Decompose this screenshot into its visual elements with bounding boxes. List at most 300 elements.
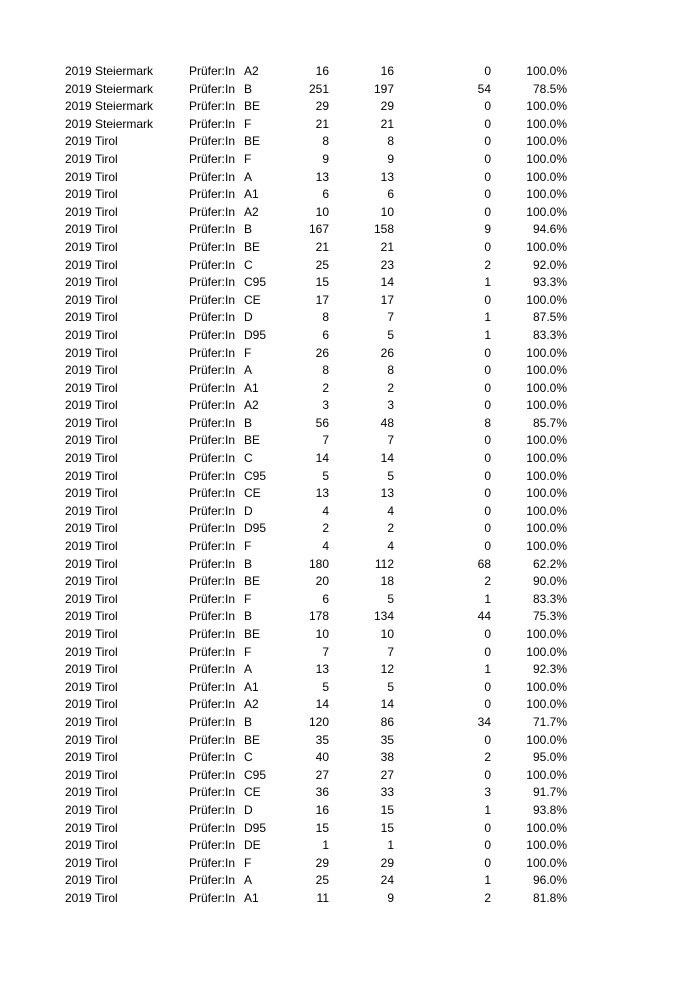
cell-license-class: DE bbox=[244, 838, 261, 853]
cell-year-region: 2019 Tirol bbox=[65, 310, 118, 325]
cell-total: 5 bbox=[322, 468, 329, 483]
table-row bbox=[0, 644, 700, 662]
cell-passed: 35 bbox=[380, 732, 394, 747]
cell-passed: 8 bbox=[387, 134, 394, 149]
cell-passed: 29 bbox=[380, 855, 394, 870]
cell-passed: 9 bbox=[387, 890, 394, 905]
table-row bbox=[0, 556, 700, 574]
cell-total: 14 bbox=[315, 451, 329, 466]
cell-failed: 1 bbox=[484, 873, 491, 888]
cell-failed: 0 bbox=[484, 134, 491, 149]
cell-year-region: 2019 Tirol bbox=[65, 204, 118, 219]
cell-year-region: 2019 Tirol bbox=[65, 785, 118, 800]
cell-failed: 2 bbox=[484, 890, 491, 905]
cell-year-region: 2019 Tirol bbox=[65, 820, 118, 835]
cell-passed: 14 bbox=[380, 451, 394, 466]
cell-license-class: B bbox=[244, 714, 253, 729]
cell-year-region: 2019 Tirol bbox=[65, 556, 118, 571]
cell-total: 3 bbox=[322, 398, 329, 413]
cell-license-class: C95 bbox=[244, 767, 267, 782]
cell-year-region: 2019 Tirol bbox=[65, 151, 118, 166]
cell-pass-rate: 100.0% bbox=[526, 732, 567, 747]
cell-year-region: 2019 Tirol bbox=[65, 380, 118, 395]
cell-failed: 0 bbox=[484, 767, 491, 782]
cell-passed: 15 bbox=[380, 802, 394, 817]
table-row bbox=[0, 81, 700, 99]
cell-license-class: A bbox=[244, 363, 253, 378]
cell-role: Prüfer:In bbox=[189, 64, 236, 78]
cell-passed: 2 bbox=[387, 521, 394, 536]
cell-passed: 48 bbox=[380, 415, 394, 430]
cell-license-class: F bbox=[244, 345, 252, 360]
table-row bbox=[0, 503, 700, 521]
cell-license-class: C95 bbox=[244, 468, 267, 483]
cell-total: 20 bbox=[315, 574, 329, 589]
cell-pass-rate: 100.0% bbox=[526, 627, 567, 641]
cell-license-class: F bbox=[244, 539, 252, 554]
cell-passed: 8 bbox=[387, 363, 394, 378]
cell-total: 25 bbox=[315, 873, 329, 888]
cell-role: Prüfer:In bbox=[189, 310, 236, 325]
cell-license-class: B bbox=[244, 222, 253, 237]
cell-year-region: 2019 Tirol bbox=[65, 838, 118, 853]
table-row bbox=[0, 362, 700, 380]
cell-license-class: C bbox=[244, 750, 253, 765]
cell-role: Prüfer:In bbox=[189, 116, 236, 131]
cell-total: 8 bbox=[322, 310, 329, 325]
table-row bbox=[0, 767, 700, 785]
cell-pass-rate: 92.0% bbox=[532, 257, 567, 272]
cell-failed: 0 bbox=[484, 732, 491, 747]
cell-pass-rate: 94.6% bbox=[532, 222, 567, 237]
cell-pass-rate: 100.0% bbox=[526, 486, 567, 501]
cell-role: Prüfer:In bbox=[189, 398, 236, 413]
cell-failed: 0 bbox=[484, 99, 491, 114]
cell-year-region: 2019 Tirol bbox=[65, 627, 118, 641]
cell-passed: 38 bbox=[380, 750, 394, 765]
table-row bbox=[0, 274, 700, 292]
cell-license-class: BE bbox=[244, 134, 261, 149]
cell-year-region: 2019 Tirol bbox=[65, 433, 118, 448]
cell-license-class: D95 bbox=[244, 327, 267, 342]
cell-total: 35 bbox=[315, 732, 329, 747]
cell-license-class: BE bbox=[244, 99, 261, 114]
cell-role: Prüfer:In bbox=[189, 890, 236, 905]
cell-total: 251 bbox=[308, 81, 329, 96]
cell-passed: 21 bbox=[380, 239, 394, 254]
cell-year-region: 2019 Tirol bbox=[65, 521, 118, 536]
cell-passed: 21 bbox=[380, 116, 394, 131]
cell-pass-rate: 100.0% bbox=[526, 398, 567, 413]
cell-role: Prüfer:In bbox=[189, 503, 236, 518]
table-row bbox=[0, 292, 700, 310]
cell-failed: 1 bbox=[484, 275, 491, 290]
cell-role: Prüfer:In bbox=[189, 556, 236, 571]
cell-license-class: C bbox=[244, 257, 253, 272]
cell-role: Prüfer:In bbox=[189, 415, 236, 430]
table-row bbox=[0, 116, 700, 134]
cell-pass-rate: 91.7% bbox=[532, 785, 567, 800]
cell-total: 56 bbox=[315, 415, 329, 430]
cell-license-class: A bbox=[244, 169, 253, 184]
cell-pass-rate: 100.0% bbox=[526, 292, 567, 307]
cell-pass-rate: 83.3% bbox=[532, 327, 567, 342]
cell-failed: 0 bbox=[484, 855, 491, 870]
cell-role: Prüfer:In bbox=[189, 222, 236, 237]
table-row bbox=[0, 397, 700, 415]
cell-failed: 44 bbox=[477, 609, 491, 624]
cell-license-class: B bbox=[244, 609, 253, 624]
cell-role: Prüfer:In bbox=[189, 327, 236, 342]
cell-role: Prüfer:In bbox=[189, 820, 236, 835]
cell-license-class: F bbox=[244, 116, 252, 131]
cell-pass-rate: 62.2% bbox=[532, 556, 567, 571]
cell-total: 9 bbox=[322, 151, 329, 166]
table-row bbox=[0, 468, 700, 486]
cell-role: Prüfer:In bbox=[189, 855, 236, 870]
cell-pass-rate: 83.3% bbox=[532, 591, 567, 606]
cell-pass-rate: 100.0% bbox=[526, 644, 567, 659]
table-row bbox=[0, 345, 700, 363]
cell-license-class: D bbox=[244, 802, 253, 817]
cell-pass-rate: 85.7% bbox=[532, 415, 567, 430]
table-row bbox=[0, 837, 700, 855]
cell-failed: 0 bbox=[484, 539, 491, 554]
cell-pass-rate: 100.0% bbox=[526, 363, 567, 378]
table-row bbox=[0, 432, 700, 450]
cell-role: Prüfer:In bbox=[189, 873, 236, 888]
cell-year-region: 2019 Tirol bbox=[65, 873, 118, 888]
cell-failed: 0 bbox=[484, 64, 491, 78]
cell-year-region: 2019 Steiermark bbox=[65, 116, 154, 131]
cell-role: Prüfer:In bbox=[189, 451, 236, 466]
cell-total: 4 bbox=[322, 503, 329, 518]
table-row bbox=[0, 890, 700, 908]
cell-year-region: 2019 Steiermark bbox=[65, 81, 154, 96]
cell-pass-rate: 78.5% bbox=[532, 81, 567, 96]
cell-failed: 1 bbox=[484, 662, 491, 677]
cell-license-class: F bbox=[244, 151, 252, 166]
table-row bbox=[0, 415, 700, 433]
cell-pass-rate: 93.3% bbox=[532, 275, 567, 290]
cell-total: 17 bbox=[315, 292, 329, 307]
cell-pass-rate: 100.0% bbox=[526, 187, 567, 202]
table-row bbox=[0, 257, 700, 275]
cell-total: 167 bbox=[308, 222, 329, 237]
cell-failed: 0 bbox=[484, 116, 491, 131]
cell-pass-rate: 100.0% bbox=[526, 380, 567, 395]
cell-failed: 0 bbox=[484, 345, 491, 360]
cell-total: 25 bbox=[315, 257, 329, 272]
table-row bbox=[0, 696, 700, 714]
cell-total: 180 bbox=[308, 556, 329, 571]
cell-year-region: 2019 Tirol bbox=[65, 415, 118, 430]
cell-role: Prüfer:In bbox=[189, 591, 236, 606]
cell-passed: 112 bbox=[374, 556, 394, 571]
cell-failed: 0 bbox=[484, 380, 491, 395]
cell-passed: 3 bbox=[387, 398, 394, 413]
cell-year-region: 2019 Tirol bbox=[65, 855, 118, 870]
cell-failed: 1 bbox=[484, 591, 491, 606]
cell-total: 11 bbox=[316, 890, 329, 905]
cell-failed: 0 bbox=[484, 187, 491, 202]
cell-passed: 16 bbox=[380, 64, 394, 78]
cell-passed: 86 bbox=[380, 714, 394, 729]
cell-year-region: 2019 Tirol bbox=[65, 327, 118, 342]
cell-total: 120 bbox=[308, 714, 329, 729]
cell-role: Prüfer:In bbox=[189, 767, 236, 782]
cell-role: Prüfer:In bbox=[189, 292, 236, 307]
cell-year-region: 2019 Tirol bbox=[65, 398, 118, 413]
cell-year-region: 2019 Tirol bbox=[65, 890, 118, 905]
cell-passed: 10 bbox=[380, 627, 394, 641]
cell-role: Prüfer:In bbox=[189, 433, 236, 448]
cell-license-class: A1 bbox=[244, 380, 259, 395]
table-row bbox=[0, 855, 700, 873]
cell-license-class: D95 bbox=[244, 521, 267, 536]
cell-total: 6 bbox=[322, 591, 329, 606]
cell-passed: 5 bbox=[387, 327, 394, 342]
cell-license-class: A2 bbox=[244, 398, 259, 413]
cell-passed: 14 bbox=[380, 697, 394, 712]
cell-role: Prüfer:In bbox=[189, 644, 236, 659]
table-row bbox=[0, 749, 700, 767]
cell-license-class: BE bbox=[244, 627, 261, 641]
cell-license-class: A bbox=[244, 873, 253, 888]
cell-year-region: 2019 Tirol bbox=[65, 169, 118, 184]
cell-passed: 26 bbox=[380, 345, 394, 360]
cell-total: 178 bbox=[308, 609, 329, 624]
cell-year-region: 2019 Tirol bbox=[65, 451, 118, 466]
cell-passed: 14 bbox=[380, 275, 394, 290]
cell-license-class: B bbox=[244, 556, 253, 571]
cell-failed: 0 bbox=[484, 679, 491, 694]
table-row bbox=[0, 221, 700, 239]
cell-failed: 0 bbox=[484, 838, 491, 853]
cell-year-region: 2019 Tirol bbox=[65, 363, 118, 378]
cell-passed: 12 bbox=[380, 662, 394, 677]
cell-total: 13 bbox=[315, 486, 329, 501]
cell-failed: 0 bbox=[484, 521, 491, 536]
cell-license-class: B bbox=[244, 81, 253, 96]
table-row bbox=[0, 626, 700, 644]
cell-total: 21 bbox=[315, 239, 329, 254]
cell-year-region: 2019 Tirol bbox=[65, 574, 118, 589]
cell-role: Prüfer:In bbox=[189, 838, 236, 853]
cell-year-region: 2019 Tirol bbox=[65, 662, 118, 677]
cell-year-region: 2019 Tirol bbox=[65, 275, 118, 290]
cell-total: 29 bbox=[315, 99, 329, 114]
cell-failed: 0 bbox=[484, 644, 491, 659]
cell-passed: 15 bbox=[380, 820, 394, 835]
cell-passed: 4 bbox=[387, 503, 394, 518]
cell-role: Prüfer:In bbox=[189, 151, 236, 166]
table-row bbox=[0, 63, 700, 81]
cell-pass-rate: 100.0% bbox=[526, 679, 567, 694]
cell-year-region: 2019 Tirol bbox=[65, 750, 118, 765]
cell-license-class: A2 bbox=[244, 204, 259, 219]
table-row bbox=[0, 591, 700, 609]
cell-passed: 29 bbox=[380, 99, 394, 114]
cell-license-class: D bbox=[244, 503, 253, 518]
cell-role: Prüfer:In bbox=[189, 802, 236, 817]
cell-license-class: CE bbox=[244, 486, 261, 501]
cell-pass-rate: 95.0% bbox=[532, 750, 567, 765]
cell-total: 29 bbox=[315, 855, 329, 870]
cell-total: 8 bbox=[322, 134, 329, 149]
cell-license-class: A1 bbox=[244, 890, 259, 905]
cell-year-region: 2019 Tirol bbox=[65, 468, 118, 483]
cell-failed: 0 bbox=[484, 169, 491, 184]
cell-role: Prüfer:In bbox=[189, 169, 236, 184]
cell-license-class: A2 bbox=[244, 697, 259, 712]
cell-passed: 134 bbox=[373, 609, 394, 624]
table-row bbox=[0, 538, 700, 556]
cell-pass-rate: 100.0% bbox=[526, 116, 567, 131]
cell-year-region: 2019 Tirol bbox=[65, 239, 118, 254]
cell-pass-rate: 100.0% bbox=[526, 503, 567, 518]
table-row bbox=[0, 520, 700, 538]
cell-failed: 0 bbox=[484, 398, 491, 413]
table-row bbox=[0, 186, 700, 204]
cell-passed: 24 bbox=[380, 873, 394, 888]
cell-pass-rate: 100.0% bbox=[526, 204, 567, 219]
cell-year-region: 2019 Tirol bbox=[65, 539, 118, 554]
cell-pass-rate: 93.8% bbox=[532, 802, 567, 817]
cell-total: 27 bbox=[315, 767, 329, 782]
cell-year-region: 2019 Tirol bbox=[65, 714, 118, 729]
cell-passed: 13 bbox=[380, 486, 394, 501]
data-table bbox=[0, 63, 700, 908]
cell-passed: 9 bbox=[387, 151, 394, 166]
cell-total: 4 bbox=[322, 539, 329, 554]
cell-passed: 13 bbox=[380, 169, 394, 184]
cell-passed: 5 bbox=[387, 468, 394, 483]
cell-role: Prüfer:In bbox=[189, 697, 236, 712]
cell-failed: 0 bbox=[484, 627, 491, 641]
cell-pass-rate: 71.7% bbox=[532, 714, 567, 729]
cell-year-region: 2019 Tirol bbox=[65, 697, 118, 712]
cell-pass-rate: 90.0% bbox=[532, 574, 567, 589]
table-row bbox=[0, 204, 700, 222]
cell-total: 2 bbox=[322, 521, 329, 536]
table-row bbox=[0, 802, 700, 820]
cell-failed: 2 bbox=[484, 574, 491, 589]
table-row bbox=[0, 169, 700, 187]
cell-pass-rate: 100.0% bbox=[526, 767, 567, 782]
cell-failed: 1 bbox=[484, 802, 491, 817]
cell-total: 7 bbox=[322, 433, 329, 448]
cell-year-region: 2019 Tirol bbox=[65, 345, 118, 360]
cell-role: Prüfer:In bbox=[189, 363, 236, 378]
cell-failed: 54 bbox=[477, 81, 491, 96]
cell-license-class: A bbox=[244, 662, 253, 677]
cell-passed: 4 bbox=[387, 539, 394, 554]
cell-passed: 197 bbox=[373, 81, 394, 96]
table-row bbox=[0, 573, 700, 591]
table-row bbox=[0, 820, 700, 838]
cell-pass-rate: 100.0% bbox=[526, 468, 567, 483]
cell-year-region: 2019 Tirol bbox=[65, 292, 118, 307]
table-row bbox=[0, 661, 700, 679]
cell-year-region: 2019 Tirol bbox=[65, 222, 118, 237]
cell-failed: 0 bbox=[484, 363, 491, 378]
cell-license-class: CE bbox=[244, 785, 261, 800]
cell-total: 13 bbox=[315, 662, 329, 677]
cell-year-region: 2019 Tirol bbox=[65, 591, 118, 606]
cell-failed: 0 bbox=[484, 433, 491, 448]
cell-role: Prüfer:In bbox=[189, 204, 236, 219]
cell-pass-rate: 100.0% bbox=[526, 64, 567, 78]
cell-year-region: 2019 Tirol bbox=[65, 134, 118, 149]
cell-role: Prüfer:In bbox=[189, 187, 236, 202]
cell-pass-rate: 87.5% bbox=[532, 310, 567, 325]
cell-pass-rate: 100.0% bbox=[526, 451, 567, 466]
cell-year-region: 2019 Tirol bbox=[65, 644, 118, 659]
cell-total: 21 bbox=[315, 116, 329, 131]
cell-role: Prüfer:In bbox=[189, 714, 236, 729]
cell-role: Prüfer:In bbox=[189, 275, 236, 290]
cell-license-class: BE bbox=[244, 239, 261, 254]
cell-passed: 33 bbox=[380, 785, 394, 800]
cell-role: Prüfer:In bbox=[189, 732, 236, 747]
cell-passed: 5 bbox=[387, 679, 394, 694]
table-row bbox=[0, 450, 700, 468]
cell-total: 10 bbox=[315, 627, 329, 641]
cell-year-region: 2019 Tirol bbox=[65, 679, 118, 694]
cell-pass-rate: 81.8% bbox=[532, 890, 567, 905]
cell-total: 1 bbox=[322, 838, 329, 853]
cell-role: Prüfer:In bbox=[189, 609, 236, 624]
cell-role: Prüfer:In bbox=[189, 679, 236, 694]
cell-year-region: 2019 Tirol bbox=[65, 767, 118, 782]
cell-failed: 1 bbox=[484, 327, 491, 342]
cell-pass-rate: 100.0% bbox=[526, 345, 567, 360]
cell-passed: 7 bbox=[387, 310, 394, 325]
cell-year-region: 2019 Tirol bbox=[65, 257, 118, 272]
cell-failed: 0 bbox=[484, 451, 491, 466]
cell-passed: 6 bbox=[387, 187, 394, 202]
cell-total: 16 bbox=[315, 802, 329, 817]
cell-total: 26 bbox=[315, 345, 329, 360]
cell-role: Prüfer:In bbox=[189, 257, 236, 272]
cell-role: Prüfer:In bbox=[189, 99, 236, 114]
table-row bbox=[0, 380, 700, 398]
cell-pass-rate: 92.3% bbox=[532, 662, 567, 677]
table-row bbox=[0, 327, 700, 345]
cell-pass-rate: 100.0% bbox=[526, 539, 567, 554]
cell-role: Prüfer:In bbox=[189, 785, 236, 800]
cell-passed: 27 bbox=[380, 767, 394, 782]
cell-pass-rate: 100.0% bbox=[526, 99, 567, 114]
cell-year-region: 2019 Tirol bbox=[65, 732, 118, 747]
table-row bbox=[0, 608, 700, 626]
cell-year-region: 2019 Tirol bbox=[65, 609, 118, 624]
table-row bbox=[0, 239, 700, 257]
cell-year-region: 2019 Tirol bbox=[65, 187, 118, 202]
table-row bbox=[0, 151, 700, 169]
cell-failed: 0 bbox=[484, 468, 491, 483]
cell-role: Prüfer:In bbox=[189, 539, 236, 554]
cell-failed: 0 bbox=[484, 292, 491, 307]
cell-pass-rate: 100.0% bbox=[526, 239, 567, 254]
cell-year-region: 2019 Tirol bbox=[65, 486, 118, 501]
cell-role: Prüfer:In bbox=[189, 81, 236, 96]
cell-failed: 68 bbox=[477, 556, 491, 571]
cell-pass-rate: 100.0% bbox=[526, 134, 567, 149]
cell-failed: 3 bbox=[484, 785, 491, 800]
cell-passed: 7 bbox=[387, 433, 394, 448]
